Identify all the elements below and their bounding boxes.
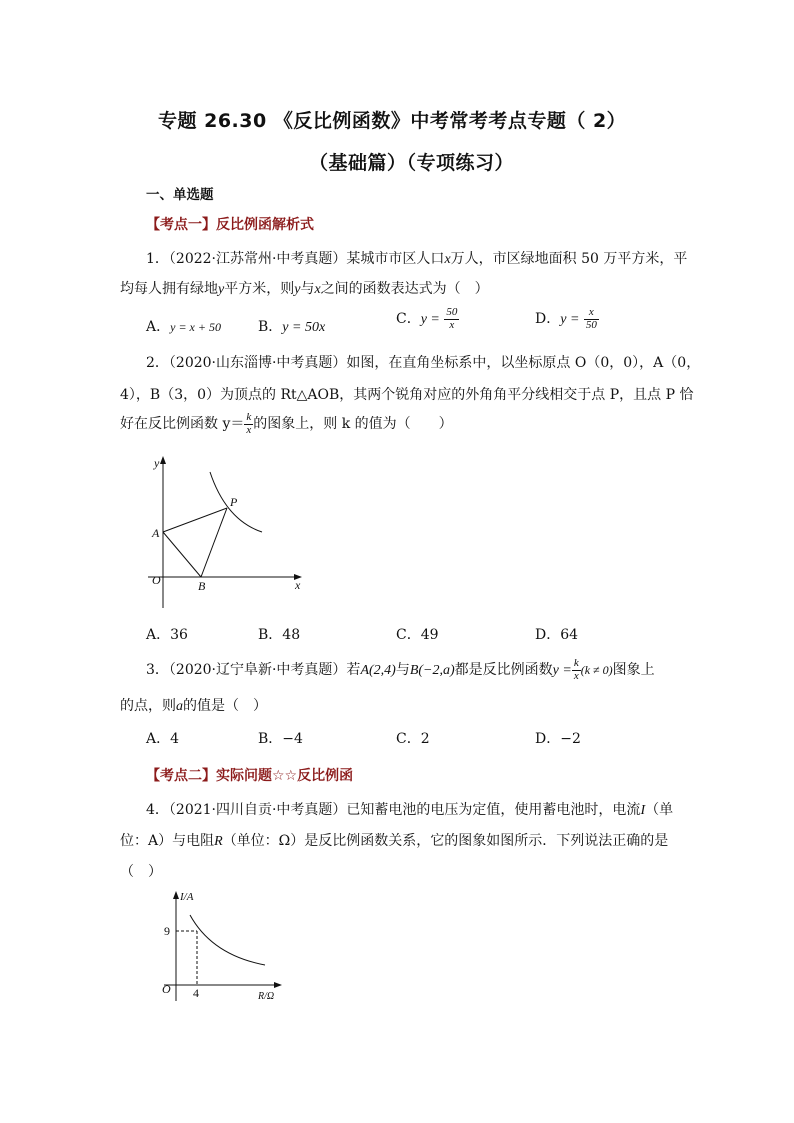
question-3-line-2: 的点，则a的值是（ ） xyxy=(120,698,267,714)
q2-coordinate-figure xyxy=(140,450,320,610)
question-4-line-2: 位：A）与电阻R（单位：Ω）是反比例函数关系，它的图象如图所示．下列说法正确的是 xyxy=(120,833,669,849)
x-tick-label: 4 xyxy=(193,986,199,1000)
q2-option-d: D．64 xyxy=(535,627,579,643)
fraction: $\frac{k}{x}$ xyxy=(573,657,579,682)
current-axis-label: I/A xyxy=(180,891,194,903)
q1-option-b: B．y = 50x xyxy=(258,319,326,335)
point-a-label: A xyxy=(152,526,160,540)
page-subtitle: （基础篇）（专项练习） xyxy=(309,152,515,174)
x-axis-label: x xyxy=(295,578,301,592)
segment-ap xyxy=(163,508,227,532)
fraction: $\frac{50}{x}$ xyxy=(446,306,458,331)
q3-option-b: B．−4 xyxy=(258,731,303,747)
segment-pb xyxy=(201,508,227,577)
q1-option-c: C．y = $\frac{50}{x}$ xyxy=(396,306,458,331)
segment-ab xyxy=(163,532,201,577)
q2-option-a: A．36 xyxy=(146,627,188,643)
question-1-line-1: 1．（2022·江苏常州·中考真题）某城市市区人口x万人，市区绿地面积 50 万平方米，平 xyxy=(146,251,688,267)
resistance-axis-label: R/Ω xyxy=(258,991,275,1002)
origin-label: O xyxy=(152,573,161,587)
question-1-line-2: 均每人拥有绿地y平方米，则y与x之间的函数表达式为（ ） xyxy=(120,281,489,297)
question-3-line-1: 3．（2020·辽宁阜新·中考真题）若A(2,4)与B(−2,a)都是反比例函数y = $\frac{k}{x}$ (k ≠ 0)图象上 xyxy=(146,657,655,682)
page-title: 专题 26.30 《反比例函数》中考常考考点专题（ 2） xyxy=(158,110,627,132)
point-b-label: B xyxy=(198,579,206,593)
q1-option-a: A．y = x + 50 xyxy=(146,319,221,335)
section-heading: 一、单选题 xyxy=(146,187,214,203)
q2-option-b: B．48 xyxy=(258,627,301,643)
y-tick-label: 9 xyxy=(164,924,170,938)
q3-option-a: A．4 xyxy=(146,731,180,747)
hyperbola-curve xyxy=(190,915,265,965)
fraction: $\frac{k}{x}$ xyxy=(246,411,252,436)
y-axis-arrow xyxy=(160,456,166,464)
question-4-line-1: 4．（2021·四川自贡·中考真题）已知蓄电池的电压为定值，使用蓄电池时，电流I（单 xyxy=(146,802,674,818)
topic-heading-1: 【考点一】反比例函解析式 xyxy=(146,217,314,233)
q3-option-d: D．−2 xyxy=(535,731,581,747)
fraction: $\frac{x}{50}$ xyxy=(585,306,597,331)
origin-label: O xyxy=(162,982,171,996)
q4-current-resistance-figure xyxy=(150,885,290,1005)
topic-heading-2: 【考点二】实际问题☆☆反比例函 xyxy=(146,768,354,784)
r-axis-arrow xyxy=(274,982,282,988)
q1-option-d: D．y = $\frac{x}{50}$ xyxy=(535,306,597,331)
question-4-line-3: （ ） xyxy=(120,864,162,880)
q2-option-c: C．49 xyxy=(396,627,439,643)
question-2-line-3: 好在反比例函数 y＝ $\frac{k}{x}$ 的图象上，则 k 的值为（ ） xyxy=(120,411,453,436)
i-axis-arrow xyxy=(173,891,179,899)
point-p-label: P xyxy=(230,495,238,509)
question-2-line-2: 4），B（3，0）为顶点的 Rt△AOB，其两个锐角对应的外角角平分线相交于点 P，且点 P 恰 xyxy=(120,387,694,403)
y-axis-label: y xyxy=(154,456,160,470)
question-2-line-1: 2．（2020·山东淄博·中考真题）如图，在直角坐标系中，以坐标原点 O（0，0），A（0， xyxy=(146,355,701,371)
q3-option-c: C．2 xyxy=(396,731,430,747)
